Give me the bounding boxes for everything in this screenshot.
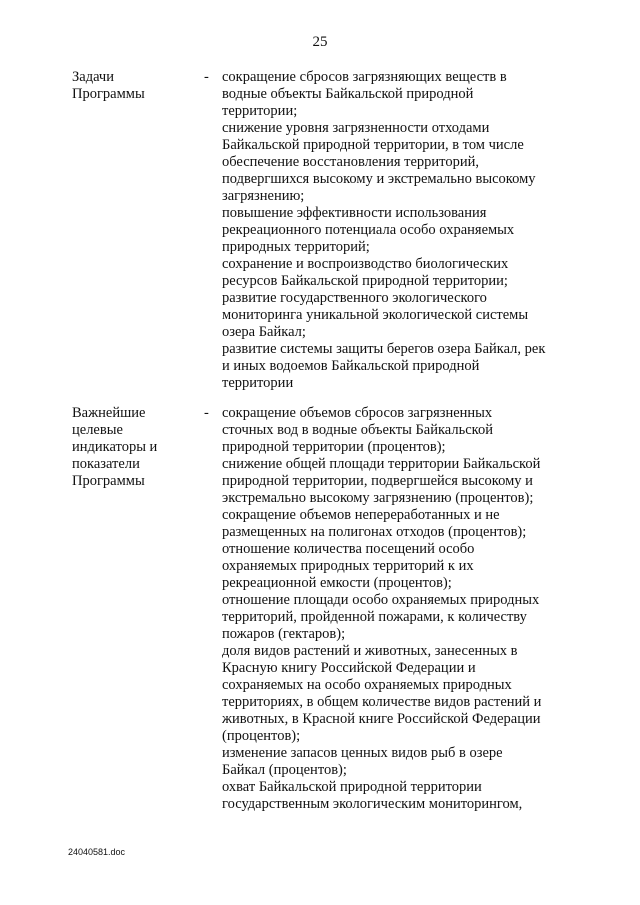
content-line: животных, в Красной книге Российской Федерации (222, 711, 541, 727)
content-line: территории; (222, 103, 298, 119)
label-line: целевые (72, 422, 123, 438)
content-line: повышение эффективности использования (222, 205, 487, 221)
content-line: территории (222, 375, 294, 391)
section-label (72, 69, 196, 103)
label-line: показатели (72, 456, 140, 472)
content-line: Красную книгу Российской Федерации и (222, 660, 476, 676)
content-line: рекреационной емкости (процентов); (222, 575, 452, 591)
section-label (72, 405, 196, 490)
content-line: сохранение и воспроизводство биологических (222, 256, 509, 272)
content-line: территорий, пройденной пожарами, к количеству (222, 609, 527, 625)
content-line: загрязнению; (222, 188, 305, 204)
content-line: размещенных на полигонах отходов (процентов); (222, 524, 527, 540)
content-line: озера Байкал; (222, 324, 306, 340)
label-line: Важнейшие (72, 405, 146, 421)
content-line: экстремально высокому загрязнению (процентов); (222, 490, 534, 506)
content-line: рекреационного потенциала особо охраняемых (222, 222, 515, 238)
section-content (222, 405, 567, 813)
list-dash: - (204, 405, 209, 421)
content-line: водные объекты Байкальской природной (222, 86, 474, 102)
label-line: Программы (72, 86, 145, 102)
content-line: сокращение объемов непереработанных и не (222, 507, 500, 523)
content-line: обеспечение восстановления территорий, (222, 154, 479, 170)
content-line: природных территорий; (222, 239, 370, 255)
content-line: изменение запасов ценных видов рыб в озере (222, 745, 503, 761)
content-line: сокращение объемов сбросов загрязненных (222, 405, 493, 421)
page-number: 25 (312, 34, 328, 50)
section-content (222, 69, 567, 392)
label-line: Задачи (72, 69, 114, 85)
content-line: мониторинга уникальной экологической системы (222, 307, 529, 323)
footer-filename: 24040581.doc (68, 847, 126, 857)
content-line: охраняемых природных территорий к их (222, 558, 474, 574)
content-line: подвергшихся высокому и экстремально высокому (222, 171, 536, 187)
content-line: сточных вод в водные объекты Байкальской (222, 422, 493, 438)
content-line: природной территории (процентов); (222, 439, 446, 455)
content-line: природной территории, подвергшейся высокому и (222, 473, 533, 489)
content-line: и иных водоемов Байкальской природной (222, 358, 480, 374)
content-line: (процентов); (222, 728, 301, 744)
content-line: доля видов растений и животных, занесенных в (222, 643, 518, 659)
content-line: развитие системы защиты берегов озера Байкал, рек (222, 341, 546, 357)
list-dash: - (204, 69, 209, 85)
content-line: отношение количества посещений особо (222, 541, 475, 557)
content-line: пожаров (гектаров); (222, 626, 346, 642)
content-line: охват Байкальской природной территории (222, 779, 482, 795)
label-line: Программы (72, 473, 145, 489)
content-line: сокращение сбросов загрязняющих веществ в (222, 69, 507, 85)
content-line: государственным экологическим мониторингом, (222, 796, 523, 812)
content-line: Байкал (процентов); (222, 762, 347, 778)
content-line: ресурсов Байкальской природной территории; (222, 273, 508, 289)
content-line: развитие государственного экологического (222, 290, 487, 306)
content-line: сохраняемых на особо охраняемых природных (222, 677, 512, 693)
content-line: отношение площади особо охраняемых природных (222, 592, 540, 608)
content-line: Байкальской природной территории, в том числе (222, 137, 524, 153)
content-line: снижение общей площади территории Байкальской (222, 456, 541, 472)
content-line: территориях, в общем количестве видов растений и (222, 694, 542, 710)
content-line: снижение уровня загрязненности отходами (222, 120, 490, 136)
label-line: индикаторы и (72, 439, 158, 455)
